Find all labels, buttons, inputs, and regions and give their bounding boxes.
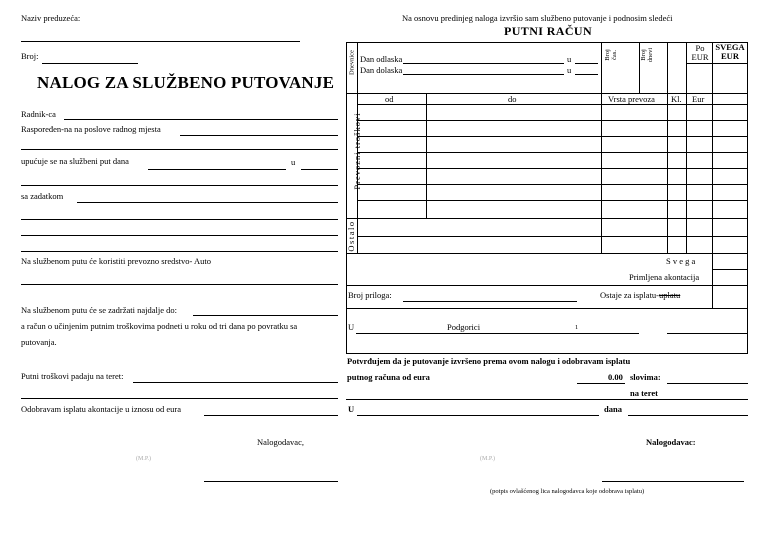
header-under-eur [686,63,747,64]
signature-line-top[interactable] [667,333,748,334]
principal-signature-line[interactable] [204,481,338,482]
words-label: slovima: [630,372,661,382]
arrival-place-line[interactable] [575,74,598,75]
totals-bottom [346,285,748,286]
position-line-2[interactable] [21,149,338,150]
worker-label: Radnik-ca [21,109,56,119]
transport-row-7[interactable] [357,200,748,201]
left-to-pay-label: Ostaje za isplatu-uplatu [600,290,681,300]
departure-label: Dan odlaska [360,54,403,64]
daily-allowance-label: Dnevnice [348,50,356,75]
intro-text: Na osnovu predinjeg naloga izvršio sam službeno putovanje i podnosim sledeći [402,13,673,23]
transport-row-1[interactable] [357,104,748,105]
company-line[interactable] [21,41,300,42]
place-prefix: U [348,322,355,332]
advance-line[interactable] [204,415,338,416]
right-stamp-placeholder: (M.P.) [480,456,496,462]
col-vehicle [601,42,602,253]
sent-line-2[interactable] [21,185,338,186]
travel-bill-title: PUTNI RAČUN [504,24,593,38]
position-line[interactable] [180,135,338,136]
stay-label: Na službenom putu će se zadržati najdalje do: [21,305,178,315]
charge-label: na teret [630,388,658,398]
costs-label: Putni troškovi padaju na teret: [21,371,124,381]
number-line[interactable] [42,63,138,64]
departure-line[interactable] [403,63,564,64]
advance-label: Odobravam isplatu akontacije u iznosu od eura [21,404,182,414]
task-line-3[interactable] [21,235,338,236]
report-line-2: putovanja. [21,337,57,347]
class-header: Kl. [671,94,682,104]
from-header: od [385,94,394,104]
vehicle-line[interactable] [21,284,338,285]
transport-top [346,93,748,94]
days-header: Broj dnevi [640,47,654,63]
to-header: do [508,94,517,104]
stay-line[interactable] [193,315,338,316]
place-value: Podgorici [447,322,481,332]
sent-label: upućuje se na službeni put dana [21,156,129,166]
company-label: Naziv preduzeća: [21,13,81,23]
transport-row-6[interactable] [357,184,748,185]
other-bottom [346,253,748,254]
sent-place-line[interactable] [301,169,338,170]
total-eur-header: SVEGA EUR [715,42,745,61]
amount-line[interactable] [577,383,625,384]
arrival-label: Dan dolaska [360,65,403,75]
attachments-label: Broj priloga: [348,290,392,300]
u-label: U [348,404,355,414]
vehicle-label: Na službenom putu će koristiti prevozno sredstvo- Auto [21,256,212,266]
per-eur-header: Po EUR [691,43,709,62]
report-line-1: a račun o učinjenim putnim troškovima podneti u roku od tri dana po povratku sa [21,321,298,331]
table-top [346,42,748,43]
other-label: Ostalo [346,220,356,252]
right-principal-label: Nalogodavac: [646,437,696,447]
transport-row-4[interactable] [357,152,748,153]
arrival-line[interactable] [403,74,564,75]
costs-line-2[interactable] [21,398,338,399]
right-signature-line[interactable] [602,481,744,482]
transport-row-2[interactable] [357,120,748,121]
advance-received-label: Primljena akontacija [629,272,700,282]
page-title: NALOG ZA SLUŽBENO PUTOVANJE [37,73,335,92]
confirm-line-1: Potvrđujem da je putovanje izvršeno prema ovom nalogu i odobravam isplatu [347,356,631,366]
transport-row-5[interactable] [357,168,748,169]
date-label: dana [604,404,622,414]
total-label: S v e g a [666,256,696,266]
departure-at: u [567,54,572,64]
other-top [346,218,748,219]
u-line[interactable] [357,415,599,416]
attachments-bottom [346,308,748,309]
task-line-2[interactable] [21,219,338,220]
col-kl [667,93,668,253]
stamp-placeholder: (M.P.) [136,456,152,462]
number-label: Broj: [21,51,39,61]
departure-place-line[interactable] [575,63,598,64]
date-line[interactable] [628,415,748,416]
col-eur [686,42,687,253]
eur-header: Eur [692,94,705,104]
words-line[interactable] [667,383,748,384]
principal-label: Nalogodavac, [257,437,304,447]
transport-costs-label: Prevozni troškovi [352,112,362,190]
charge-line[interactable] [346,399,748,400]
table-bottom [346,353,748,354]
place-line[interactable] [356,333,639,334]
place-suffix: 1 [575,324,579,331]
col-kl-top [667,42,668,93]
other-row-1[interactable] [357,236,748,237]
task-line-4[interactable] [21,251,338,252]
arrival-at: u [567,65,572,75]
position-label: Raspoređen-na na poslove radnog mjesta [21,124,161,134]
task-label: sa zadatkom [21,191,64,201]
task-line[interactable] [77,202,338,203]
signature-caption: (potpis ovlašćenog lica nalogodavca koje odobrava isplatu) [490,488,645,495]
sent-date-line[interactable] [148,169,286,170]
hours-header: Broj čas. [604,49,618,61]
sent-in-label: u [291,157,296,167]
confirm-line-2: putnog računa od eura [347,372,430,382]
total-cell-line[interactable] [712,269,748,270]
worker-line[interactable] [64,119,338,120]
attachments-line[interactable] [403,301,577,302]
vehicle-type-header: Vrsta prevoza [608,94,655,104]
amount-value: 0.00 [608,372,623,382]
transport-row-3[interactable] [357,136,748,137]
costs-line[interactable] [133,382,338,383]
